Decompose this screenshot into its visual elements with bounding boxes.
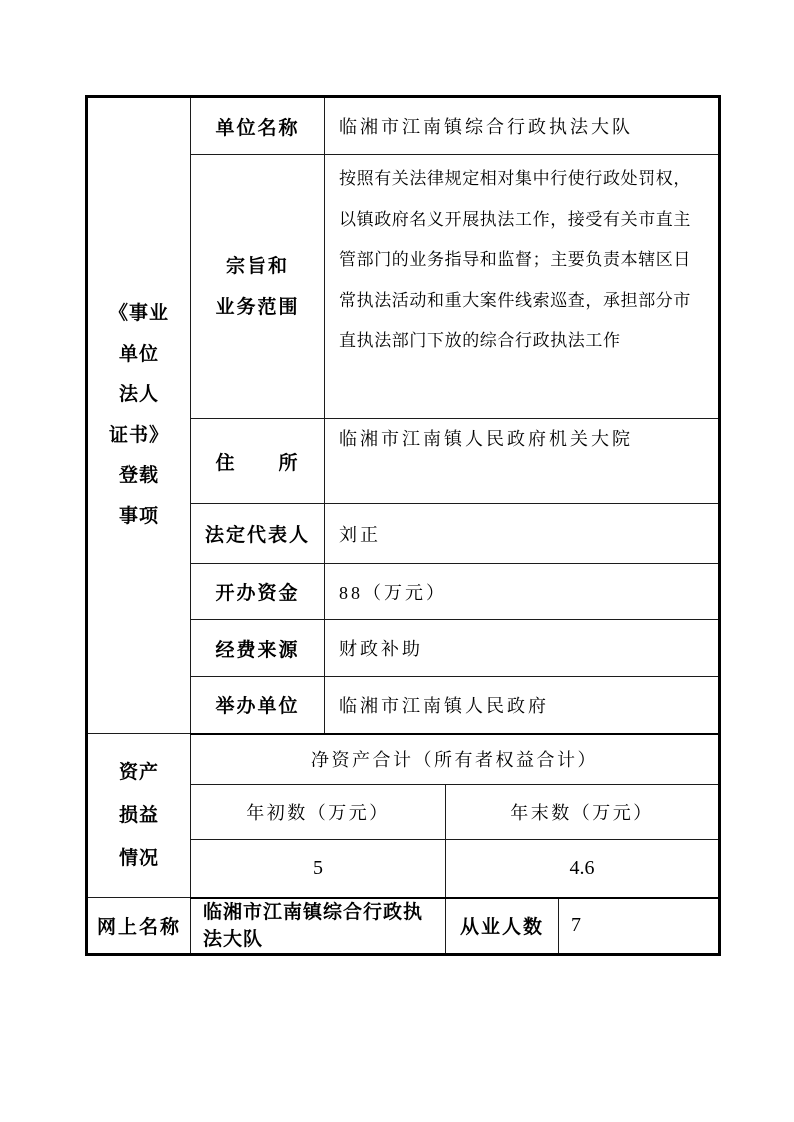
staff-count-value: 7 (559, 898, 720, 955)
purpose-value-line: 常执法活动和重大案件线索巡查，承担部分市 (339, 290, 691, 310)
purpose-value-line: 以镇政府名义开展执法工作，接受有关市直主 (339, 209, 691, 229)
organizer-label: 举办单位 (191, 677, 325, 734)
startup-capital-label: 开办资金 (191, 564, 325, 620)
address-value (325, 419, 720, 504)
staff-count-label: 从业人数 (446, 898, 559, 955)
end-year-value: 4.6 (446, 840, 720, 898)
unit-name-value: 临湘市江南镇综合行政执法大队 (325, 97, 720, 155)
end-year-header: 年末数（万元） (446, 785, 720, 840)
address-label: 住 所 (191, 419, 325, 504)
begin-year-header: 年初数（万元） (191, 785, 446, 840)
funding-source-value: 财政补助 (325, 620, 720, 677)
registration-form-table (85, 95, 721, 956)
purpose-value-line: 按照有关法律规定相对集中行使行政处罚权， (339, 169, 691, 188)
assets-side-line: 资产 (118, 762, 159, 783)
address-value-line: 临湘市江南镇人民政府机关大院 (339, 429, 633, 449)
purpose-label-line: 宗旨和 (225, 255, 289, 277)
row-online-name (87, 898, 720, 955)
purpose-scope-value (325, 155, 720, 419)
assets-section-side-label (87, 734, 191, 898)
cert-side-line: 登载 (118, 465, 159, 486)
row-unit-name (87, 97, 720, 155)
legal-representative-label: 法定代表人 (191, 504, 325, 564)
row-net-assets-header (87, 734, 720, 785)
cert-side-line: 单位 (118, 343, 159, 365)
cert-side-line: 法人 (118, 384, 159, 405)
purpose-value-line: 管部门的业务指导和监督；主要负责本辖区日 (339, 250, 691, 269)
net-assets-header: 净资产合计（所有者权益合计） (191, 734, 720, 785)
cert-side-line: 《事业 (108, 303, 169, 324)
assets-side-line: 损益 (118, 805, 159, 826)
purpose-scope-label (191, 155, 325, 419)
online-name-value (191, 898, 446, 955)
online-name-line: 临湘市江南镇综合行政执 (203, 901, 424, 923)
startup-capital-value: 88（万元） (325, 564, 720, 620)
unit-name-label: 单位名称 (191, 97, 325, 155)
online-name-label: 网上名称 (87, 898, 191, 955)
online-name-line: 法大队 (203, 928, 264, 950)
purpose-value-line: 直执法部门下放的综合行政执法工作 (339, 331, 621, 350)
legal-representative-value: 刘正 (325, 504, 720, 564)
purpose-label-line: 业务范围 (215, 296, 300, 318)
funding-source-label: 经费来源 (191, 620, 325, 677)
cert-side-line: 事项 (118, 505, 159, 527)
begin-year-value: 5 (191, 840, 446, 898)
assets-side-line: 情况 (118, 848, 159, 869)
cert-side-line: 证书》 (108, 424, 169, 446)
organizer-value: 临湘市江南镇人民政府 (325, 677, 720, 734)
cert-section-side-label (87, 97, 191, 734)
